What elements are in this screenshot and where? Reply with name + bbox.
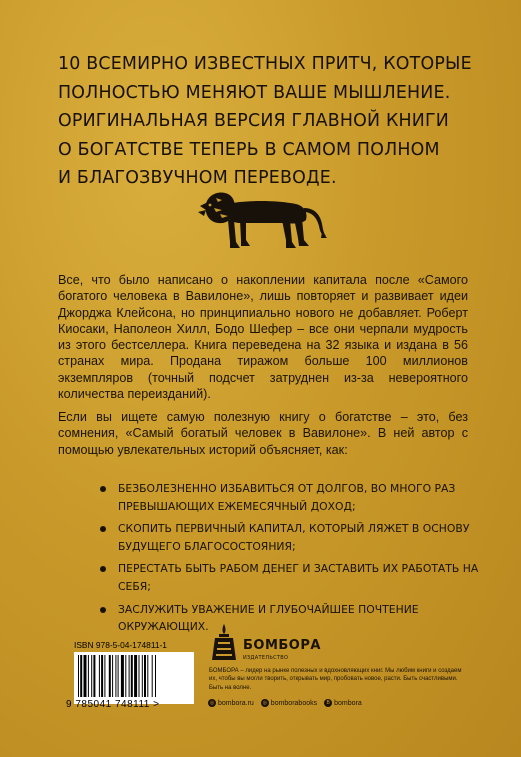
publisher-description: БОМБОРА – лидер на рынке полезных и вдохновляющих книг. Мы любим книги и создаем их, чтобы вы могли творить, открывать мир, пробовать новое, расти. Быть счастливыми. Быть на волне. (209, 668, 462, 691)
headline-line: 10 ВСЕМИРНО ИЗВЕСТНЫХ ПРИТЧ, КОТОРЫЕ (58, 54, 472, 74)
social-handle: bomborabooks (270, 699, 318, 707)
list-item (100, 560, 480, 595)
social-link[interactable] (261, 699, 317, 707)
description-paragraph-2: Если вы ищете самую полезную книгу о богатстве – это, без сомнения, «Самый богатый человек в Вавилоне». В ней автор с помощью увлекательных историй объясняет, как: (58, 410, 468, 457)
social-links (208, 699, 362, 707)
publisher-name: БОМБОРА (243, 638, 321, 653)
social-handle: bombora (334, 699, 362, 707)
list-item-text: ЗАСЛУЖИТЬ УВАЖЕНИЕ И ГЛУБОЧАЙШЕЕ ПОЧТЕНИЕ ОКРУЖАЮЩИХ. (118, 602, 419, 634)
headline (58, 50, 470, 193)
list-item (100, 520, 480, 555)
bullet-icon (100, 486, 106, 492)
social-link[interactable] (208, 699, 254, 707)
bullet-icon (100, 526, 106, 532)
publisher-subtitle: ИЗДАТЕЛЬСТВО (243, 655, 289, 661)
isbn-label: ISBN 978-5-04-174811-1 (74, 640, 167, 650)
instagram-icon: ◎ (209, 700, 215, 706)
instagram-icon: ◎ (262, 700, 267, 706)
benefits-list (100, 480, 480, 641)
barcode (74, 652, 194, 704)
barcode-number: 9 785041 748111 > (66, 699, 160, 710)
description-paragraph-1: Все, что было написано о накоплении капитала после «Самого богатого человека в Вавилоне», лишь повторяет и развивает идеи Джорджа Клейсона, но принципиально нового не добавляет. Роберт Киосаки, Наполеон Хилл, Бодо Шефер – все они черпали мудрость из этого бестселлера. Книга переведена на 32 языка и издана в 56 странах мира. Продана тиражом больше 100 миллионов экземпляров (точный подсчет затруднен из-за невероятного количества переизданий). (58, 273, 468, 402)
list-item-text: СКОПИТЬ ПЕРВИЧНЫЙ КАПИТАЛ, КОТОРЫЙ ЛЯЖЕТ В ОСНОВУ БУДУЩЕГО БЛАГОСОСТОЯНИЯ; (118, 522, 470, 553)
publisher-logo-icon (210, 622, 238, 662)
list-item-text: ПЕРЕСТАТЬ БЫТЬ РАБОМ ДЕНЕГ И ЗАСТАВИТЬ ИХ РАБОТАТЬ НА СЕБЯ; (118, 562, 479, 593)
social-handle: bomborа.ru (218, 699, 254, 707)
lion-icon (196, 190, 328, 252)
list-item (100, 480, 480, 515)
headline-line: ПОЛНОСТЬЮ МЕНЯЮТ ВАШЕ МЫШЛЕНИЕ. (58, 82, 451, 103)
headline-line: И БЛАГОЗВУЧНОМ ПЕРЕВОДЕ. (58, 168, 337, 188)
headline-line: ОРИГИНАЛЬНАЯ ВЕРСИЯ ГЛАВНОЙ КНИГИ (58, 111, 449, 131)
social-link[interactable] (324, 699, 362, 707)
bullet-icon (100, 607, 106, 613)
list-item (100, 601, 480, 636)
bullet-icon (100, 566, 106, 572)
list-item-text: БЕЗБОЛЕЗНЕННО ИЗБАВИТЬСЯ ОТ ДОЛГОВ, ВО МНОГО РАЗ ПРЕВЫШАЮЩИХ ЕЖЕМЕСЯЧНЫЙ ДОХОД; (118, 482, 456, 513)
headline-line: О БОГАТСТВЕ ТЕПЕРЬ В САМОМ ПОЛНОМ (58, 139, 440, 160)
vk-icon: В (324, 699, 332, 707)
